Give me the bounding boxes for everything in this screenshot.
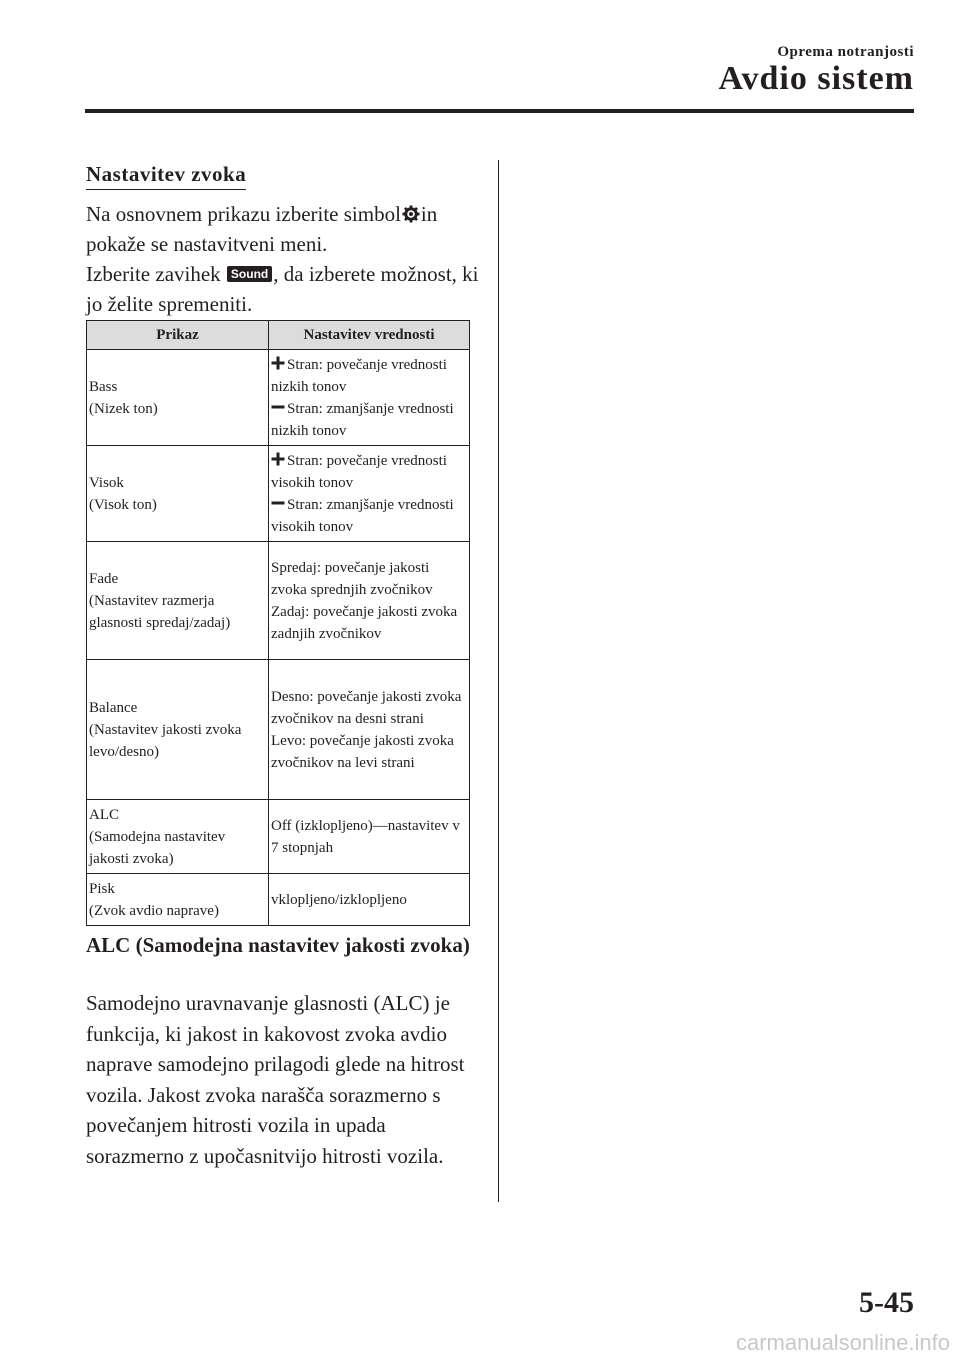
- plus-text: Stran: povečanje vrednosti visokih tonov: [271, 452, 447, 491]
- minus-text: Stran: zmanjšanje vrednosti visokih tonov: [271, 496, 454, 535]
- table-row: [87, 874, 470, 926]
- table-cell-display: [87, 660, 269, 800]
- table-cell-value: [269, 542, 470, 660]
- column-divider: [498, 160, 499, 1202]
- value-text: Spredaj: povečanje jakosti zvoka sprednjih zvočnikov: [271, 559, 433, 598]
- display-name: Pisk: [89, 880, 115, 897]
- table-cell-value: [269, 446, 470, 542]
- header-title: Avdio sistem: [718, 60, 914, 97]
- table-cell-display: [87, 874, 269, 926]
- header-subtitle: Oprema notranjosti: [777, 44, 914, 60]
- display-desc: (Nastavitev razmerja glasnosti spredaj/zadaj): [89, 592, 231, 631]
- header-rule: [85, 109, 914, 113]
- table-row: [87, 350, 470, 446]
- page-number: 5-45: [859, 1286, 914, 1319]
- display-desc: (Nastavitev jakosti zvoka levo/desno): [89, 721, 242, 760]
- plus-icon: [271, 452, 285, 466]
- display-name: Balance: [89, 699, 138, 716]
- settings-table: [86, 320, 470, 926]
- sound-tab-badge: Sound: [227, 266, 272, 282]
- value-text: Zadaj: povečanje jakosti zvoka zadnjih zvočnikov: [271, 603, 458, 642]
- display-name: ALC: [89, 806, 119, 823]
- plus-text: Stran: povečanje vrednosti nizkih tonov: [271, 356, 447, 395]
- display-desc: (Zvok avdio naprave): [89, 902, 219, 919]
- minus-icon: [271, 400, 285, 414]
- intro-text-1: Na osnovnem prikazu izberite simbol: [86, 202, 401, 226]
- table-header-row: [87, 321, 470, 350]
- intro-text-4: , da izberete možnost, ki jo želite spremeniti.: [86, 262, 479, 316]
- intro-text-3: Izberite zavihek: [86, 262, 221, 286]
- display-desc: (Nizek ton): [89, 400, 158, 417]
- table-cell-display: [87, 446, 269, 542]
- table-row: [87, 800, 470, 874]
- table-cell-value: [269, 350, 470, 446]
- table-cell-display: [87, 542, 269, 660]
- value-text: Off (izklopljeno)—nastavitev v 7 stopnjah: [271, 817, 460, 856]
- display-name: Fade: [89, 570, 119, 587]
- table-cell-value: [269, 874, 470, 926]
- display-name: Visok: [89, 474, 124, 491]
- intro-text-2: in pokaže se nastavitveni meni.: [86, 202, 438, 256]
- alc-heading: ALC (Samodejna nastavitev jakosti zvoka): [86, 933, 470, 957]
- table-header-value: Nastavitev vrednosti: [269, 321, 470, 350]
- table-cell-value: [269, 660, 470, 800]
- alc-body: Samodejno uravnavanje glasnosti (ALC) je funkcija, ki jakost in kakovost zvoka avdio naprave samodejno prilagodi glede na hitrost vozila. Jakost zvoka narašča sorazmerno s povečanjem hitrosti vozila in upada sorazmerno z upočasnitvijo hitrosti vozila.: [86, 991, 465, 1168]
- table-row: [87, 660, 470, 800]
- value-text: vklopljeno/izklopljeno: [271, 891, 407, 908]
- minus-icon: [271, 496, 285, 510]
- display-name: Bass: [89, 378, 118, 395]
- intro-paragraph: [86, 199, 486, 319]
- footer-watermark: carmanualsonline.info: [735, 1330, 950, 1355]
- display-desc: (Visok ton): [89, 496, 157, 513]
- table-row: [87, 446, 470, 542]
- table-cell-value: [269, 800, 470, 874]
- value-text: Levo: povečanje jakosti zvoka zvočnikov na levi strani: [271, 732, 454, 771]
- table-cell-display: [87, 800, 269, 874]
- section-heading: Nastavitev zvoka: [86, 162, 246, 190]
- display-desc: (Samodejna nastavitev jakosti zvoka): [89, 828, 226, 867]
- table-cell-display: [87, 350, 269, 446]
- plus-icon: [271, 356, 285, 370]
- table-header-display: Prikaz: [87, 321, 269, 350]
- table-row: [87, 542, 470, 660]
- value-text: Desno: povečanje jakosti zvoka zvočnikov na desni strani: [271, 688, 462, 727]
- gear-icon: [402, 205, 420, 223]
- minus-text: Stran: zmanjšanje vrednosti nizkih tonov: [271, 400, 454, 439]
